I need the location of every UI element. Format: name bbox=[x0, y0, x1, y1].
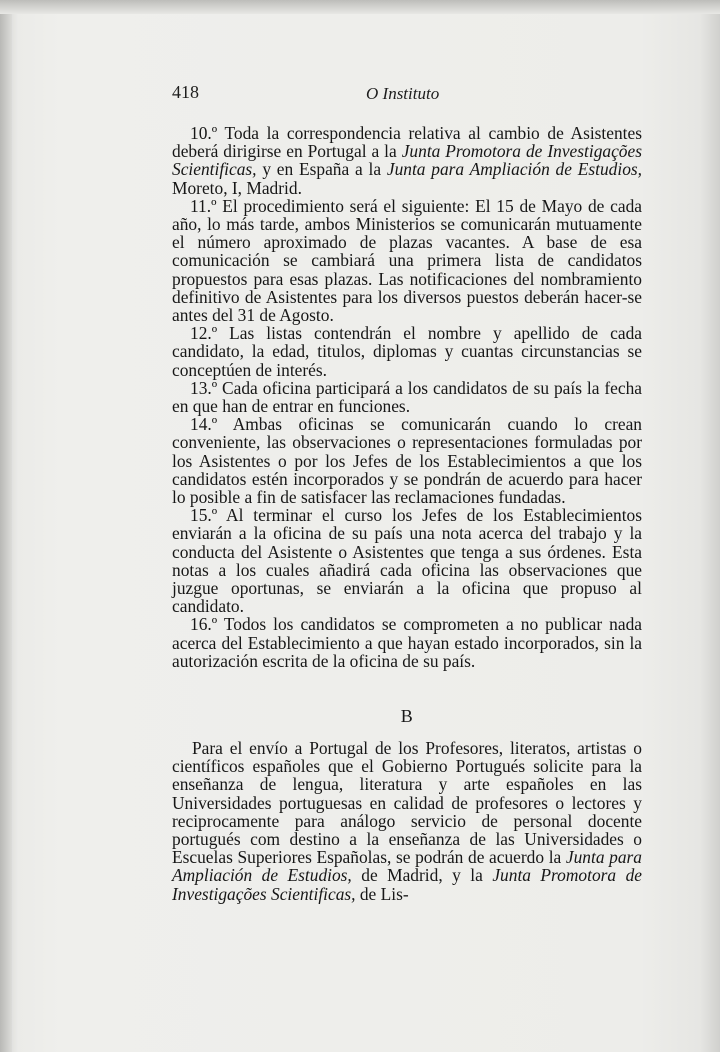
article-14-text: 14.º Ambas oficinas se comunicarán cuando lo crean conveniente, las observaciones o representaciones formuladas por los Asistentes o por los Jefes de los Establecimientos a que los candidatos estén incorporados y se pondrán de acuerdo para hacer lo posible a fin de satisfacer las reclamaciones fundadas. bbox=[172, 414, 642, 508]
page-left-edge bbox=[0, 0, 12, 1052]
article-11-text: 11.º El procedimiento será el siguiente: El 15 de Mayo de cada año, lo más tarde, ambos Ministerios se comunicarán mutuamente el número aproximado de plazas vacantes. A base de esa comunicación se cambiará una primera lista de candidatos propuestos para esas plazas. Las notificaciones del nombramiento definitivo de Asistentes para los diversos puestos deberán hacer-se antes del 31 de Agosto. bbox=[172, 195, 642, 326]
article-10-text-1: 10.º Toda la correspondencia relativa al cambio de Asistentes deberá dirigirse en Portugal a la bbox=[172, 123, 642, 162]
section-b-paragraph bbox=[172, 739, 642, 903]
section-b-text-1: Para el envío a Portugal de los Profesores, literatos, artistas o científicos españoles que el Gobierno Portugués solicite para la enseñanza de lengua, literatura y arte españoles en las Universidades portuguesas en calidad de profesores o lectores y reciprocamente para análogo servicio de personal docente portugués com destino a la enseñanza de las Universidades o Escuelas Superiores Españolas, se podrán de acuerdo la bbox=[172, 738, 642, 868]
article-15 bbox=[172, 506, 642, 615]
section-b-junta-ampliacion: Junta para Ampliación de Estudios, bbox=[172, 847, 642, 886]
article-15-text: 15.º Al terminar el curso los Jefes de los Establecimientos enviarán a la oficina de su país una nota acerca del trabajo y la conducta del Asistente o Asistentes que tenga a sus órdenes. Esta notas a los cuales añadirá cada oficina las observaciones que juzgue oportunas, se enviarán a la oficina que propuso al candidato. bbox=[172, 505, 642, 617]
section-b-text-2: de Madrid, y la bbox=[351, 865, 493, 886]
article-11 bbox=[172, 197, 642, 324]
article-16 bbox=[172, 615, 642, 670]
article-list bbox=[172, 124, 642, 670]
article-13-text: 13.º Cada oficina participará a los candidatos de su país la fecha en que han de entrar en funciones. bbox=[172, 377, 642, 417]
article-13 bbox=[172, 379, 642, 415]
section-b-heading: B bbox=[400, 706, 414, 726]
running-title: O Instituto bbox=[366, 84, 440, 103]
article-10-junta-promotora: Junta Promotora de Investigações Scientificas, bbox=[172, 141, 642, 180]
section-b-body bbox=[172, 739, 642, 903]
section-b-text-3: de Lis- bbox=[355, 883, 409, 904]
article-12-text: 12.º Las listas contendrán el nombre y apellido de cada candidato, la edad, titulos, diplomas y cuantas circunstancias se conceptúen de interés. bbox=[172, 323, 642, 380]
article-12 bbox=[172, 324, 642, 379]
article-14 bbox=[172, 415, 642, 506]
article-10-junta-ampliacion: Junta para Ampliación de Estudios, bbox=[386, 159, 643, 180]
article-10-text-2: y en España a la bbox=[256, 159, 387, 180]
section-b-junta-promotora: Junta Promotora de Investigações Scientificas, bbox=[172, 865, 642, 904]
article-10 bbox=[172, 124, 642, 197]
article-10-text-3: Moreto, I, Madrid. bbox=[172, 177, 302, 198]
page-top-edge bbox=[0, 0, 720, 14]
page-number: 418 bbox=[172, 82, 199, 102]
article-16-text: 16.º Todos los candidatos se comprometen a no publicar nada acerca del Establecimiento a que hayan estado incorporados, sin la autorización escrita de la oficina de su país. bbox=[172, 614, 642, 671]
page-header bbox=[172, 82, 642, 106]
